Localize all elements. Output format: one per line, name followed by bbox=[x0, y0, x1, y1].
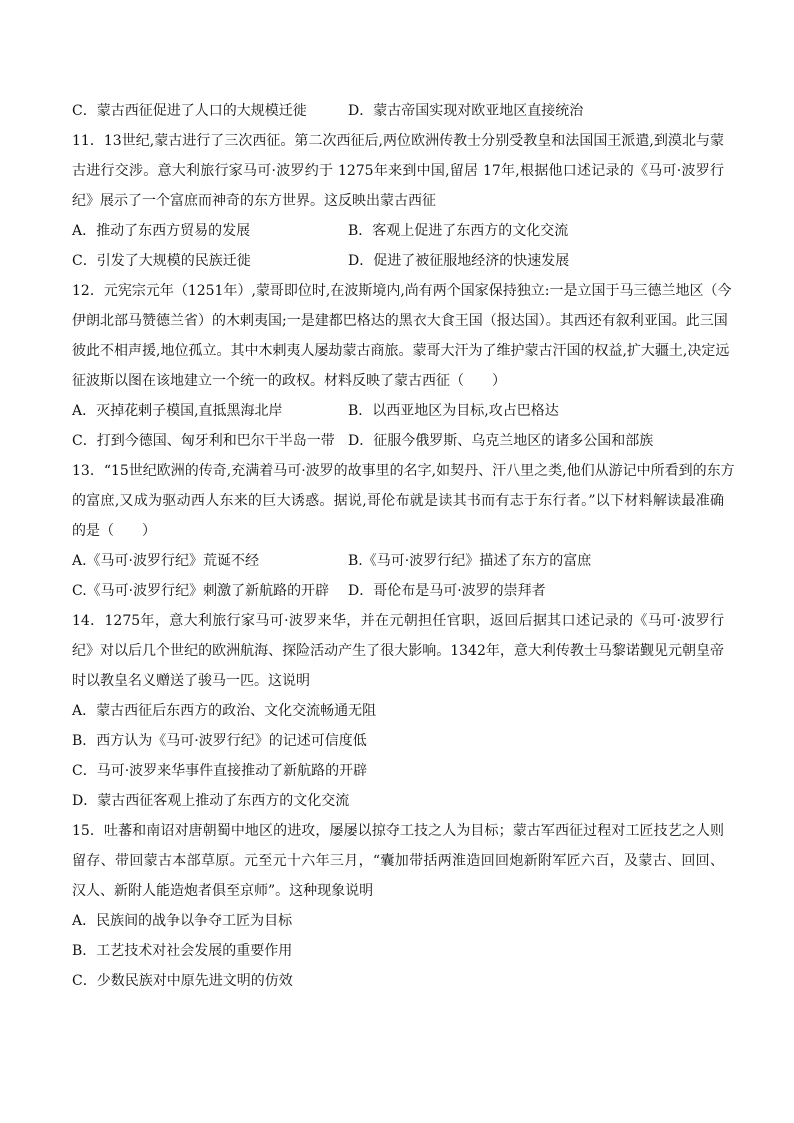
question-13-text: 的富庶,又成为驱动西人东来的巨大诱惑。据说,哥伦布就是读其书而有志于东行者。”以下材料解读最准确 bbox=[72, 493, 724, 509]
option-c: C．马可·波罗来华事件直接推动了新航路的开辟 bbox=[72, 763, 368, 779]
option-row bbox=[72, 246, 724, 276]
option-a: A．民族间的战争以争夺工匠为目标 bbox=[72, 913, 293, 929]
question-14-text: 14．1275年，意大利旅行家马可·波罗来华，并在元朝担任官职，返回后据其口述记录的《马可·波罗行 bbox=[72, 613, 724, 629]
question-13-text: 13．“15世纪欧洲的传奇,充满着马可·波罗的故事里的名字,如契丹、汗八里之类,他们从游记中所看到的东方 bbox=[72, 463, 735, 479]
option-row bbox=[72, 426, 724, 456]
option-a: A.《马可·波罗行纪》荒诞不经 bbox=[72, 553, 260, 569]
option-row bbox=[72, 396, 724, 426]
question-14-text: 时以教皇名义赠送了骏马一匹。这说明 bbox=[72, 673, 310, 689]
option-b: B．以西亚地区为目标,攻占巴格达 bbox=[348, 403, 559, 419]
option-c: C．引发了大规模的民族迁徙 bbox=[72, 253, 251, 269]
option-c: C.《马可·波罗行纪》刺激了新航路的开辟 bbox=[72, 583, 330, 599]
question-11-text: 11．13世纪,蒙古进行了三次西征。第二次西征后,两位欧洲传教士分别受教皇和法国国王派遣,到漠北与蒙 bbox=[72, 133, 724, 149]
option-b: B．客观上促进了东西方的文化交流 bbox=[348, 223, 569, 239]
option-b: B．西方认为《马可·波罗行纪》的记述可信度低 bbox=[72, 733, 367, 749]
option-a: A．推动了东西方贸易的发展 bbox=[72, 223, 251, 239]
question-12-text: 彼此不相声援,地位孤立。其中木剌夷人屡劫蒙古商旅。蒙哥大汗为了维护蒙古汗国的权益,扩大疆土,决定远 bbox=[72, 343, 730, 359]
question-15-text: 汉人、新附人能造炮者俱至京师”。这种现象说明 bbox=[72, 883, 374, 899]
question-12-text: 伊朗北部马赞德兰省）的木剌夷国;一是建都巴格达的黑衣大食王国（报达国）。其西还有叙利亚国。此三国 bbox=[72, 313, 728, 329]
option-a: A．灭掉花剌子模国,直抵黑海北岸 bbox=[72, 403, 283, 419]
option-d: D．哥伦布是马可·波罗的崇拜者 bbox=[348, 583, 546, 599]
question-11-text: 纪》展示了一个富庶而神奇的东方世界。这反映出蒙古西征 bbox=[72, 193, 436, 209]
question-11-text: 古进行交涉。意大利旅行家马可·波罗约于 1275年来到中国,留居 17年,根据他口述记录的《马可·波罗行 bbox=[72, 163, 724, 179]
option-d: D．促进了被征服地经济的快速发展 bbox=[348, 253, 570, 269]
option-d: D．蒙古西征客观上推动了东西方的文化交流 bbox=[72, 793, 350, 809]
option-c: C．打到今德国、匈牙利和巴尔干半岛一带 bbox=[72, 433, 335, 449]
option-b: B.《马可·波罗行纪》描述了东方的富庶 bbox=[348, 553, 592, 569]
document-page bbox=[72, 96, 735, 996]
option-row bbox=[72, 216, 724, 246]
question-15-text: 留存、带回蒙古本部草原。元至元十六年三月，“囊加带括两淮造回回炮新附军匠六百，及蒙古、回回、 bbox=[72, 853, 724, 869]
option-row bbox=[72, 546, 724, 576]
option-a: A．蒙古西征后东西方的政治、文化交流畅通无阻 bbox=[72, 703, 377, 719]
question-12-text: 12．元宪宗元年（1251年）,蒙哥即位时,在波斯境内,尚有两个国家保持独立:一是立国于马三德兰地区（今 bbox=[72, 283, 732, 299]
question-13-text: 的是（ ） bbox=[72, 523, 156, 539]
option-b: B．工艺技术对社会发展的重要作用 bbox=[72, 943, 293, 959]
option-d: D．蒙古帝国实现对欧亚地区直接统治 bbox=[348, 103, 584, 119]
question-12-text: 征波斯以图在该地建立一个统一的政权。材料反映了蒙古西征（ ） bbox=[72, 373, 506, 389]
question-15-text: 15．吐蕃和南诏对唐朝蜀中地区的进攻，屡屡以掠夺工技之人为目标；蒙古军西征过程对工匠技艺之人则 bbox=[72, 823, 724, 839]
option-c: C．蒙古西征促进了人口的大规模迁徙 bbox=[72, 103, 307, 119]
option-c: C．少数民族对中原先进文明的仿效 bbox=[72, 973, 293, 989]
option-d: D．征服今俄罗斯、乌克兰地区的诸多公国和部族 bbox=[348, 433, 654, 449]
question-14-text: 纪》对以后几个世纪的欧洲航海、探险活动产生了很大影响。1342年，意大利传教士马黎诺觐见元朝皇帝 bbox=[72, 643, 724, 659]
option-row bbox=[72, 576, 724, 606]
option-row bbox=[72, 96, 724, 126]
